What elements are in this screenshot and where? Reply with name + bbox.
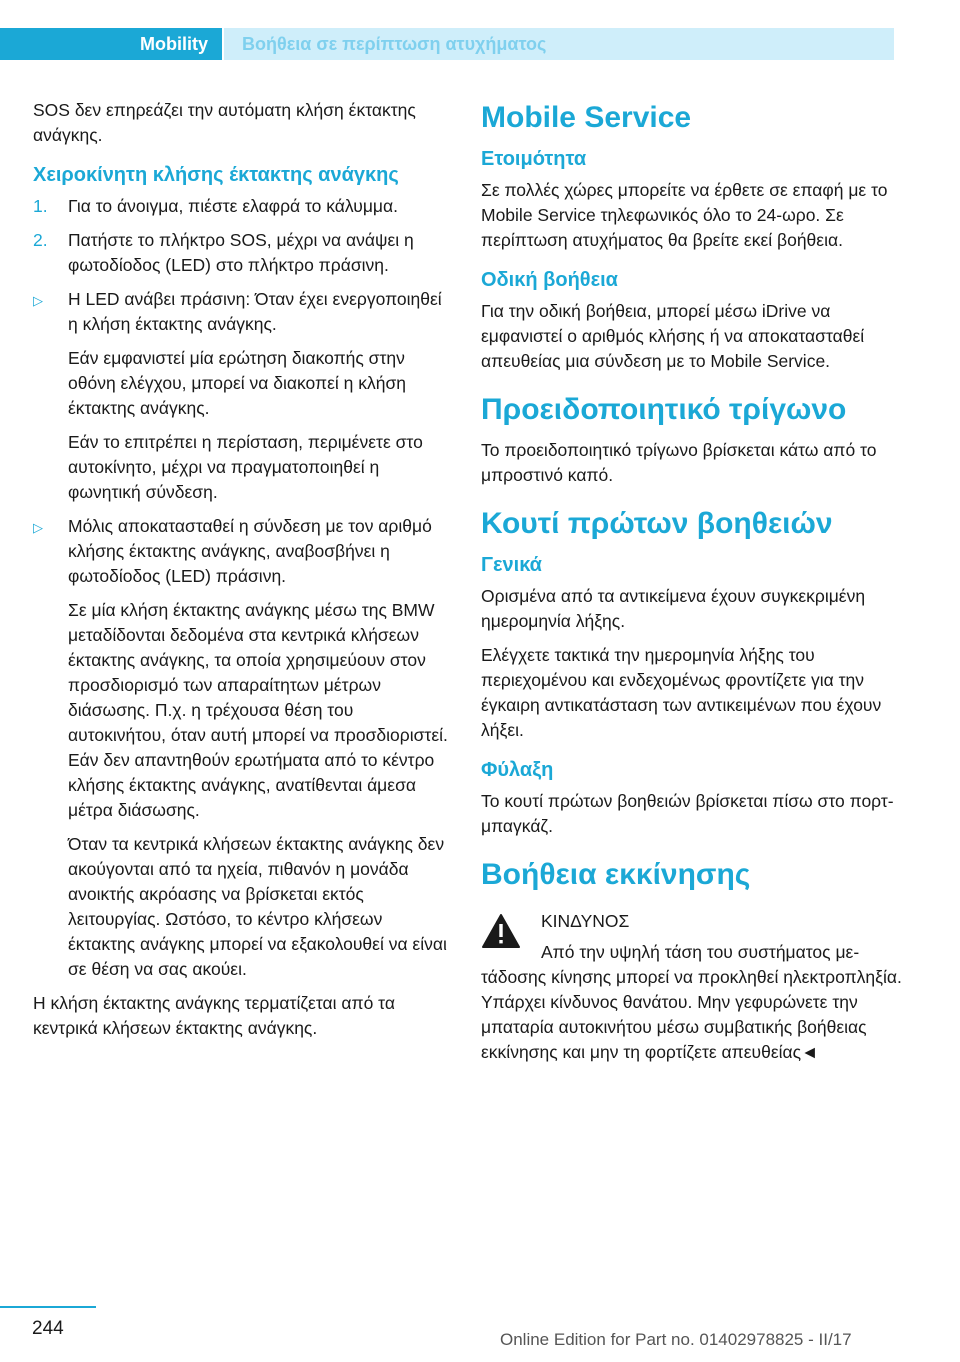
heading-warning-triangle: Προειδοποιητικό τρίγωνο (481, 393, 847, 426)
bullet-paragraph: Σε μία κλήση έκτακτης ανάγκης μέσω της BMW μεταδίδονται δεδομένα στα κεντρικά κλήσεων έκτακτης ανάγκης, τα οποία χρησιμεύουν στον προσδιορισμό των απαραίτητων μέτρων διάσωσης. Π.χ. η τρέχουσα θέση του αυτοκινήτου, όταν αυτή μπορεί να προσδιοριστεί. Εάν δεν απαντηθούν ερωτήματα από το κέντρο κλήσης έκτακτης ανάγκης, ανατίθενται άμεσα μέτρα διάσωσης. (68, 600, 448, 820)
edition-footer: Online Edition for Part no. 01402978825 - II/17 (500, 1330, 852, 1349)
subheading-storage: Φύλαξη (481, 759, 554, 781)
bullet-paragraph: Εάν εμφανιστεί μία ερώτηση διακοπής στην οθόνη ελέγχου, μπορεί να διακοπεί η κλήση έκτακτης ανάγκης. (68, 348, 407, 418)
heading-manual-emergency-call: Χειροκίνητη κλήσης έκτακτης ανάγκης (33, 164, 399, 186)
general-paragraph-2: Ελέγχετε τακτικά την ημερομηνία λήξης του περιεχομένου και ενδεχομένως φροντίζετε για την έγκαιρη αντικατάσταση των αντικειμένων που έχουν λήξει. (481, 645, 882, 740)
danger-label: ΚΙΝΔΥΝΟΣ (541, 911, 630, 931)
heading-first-aid-kit: Κουτί πρώτων βοηθειών (481, 507, 833, 540)
header-bar (0, 28, 894, 60)
closing-paragraph: Η κλήση έκτακτης ανάγκης τερματίζεται από τα κεντρικά κλήσεων έκτακτης ανάγκης. (33, 993, 395, 1038)
subheading-general: Γενικά (481, 554, 542, 576)
bullet-paragraph: Εάν το επιτρέπει η περίσταση, περιμένετε στο αυτοκίνητο, μέχρι να πραγματοποιηθεί η φωνητική σύνδεση. (68, 432, 423, 502)
step-text: Πατήστε το πλήκτρο SOS, μέχρι να ανάψει η φωτοδίοδος (LED) στο πλήκτρο πράσινη. (68, 230, 414, 275)
heading-jump-start: Βοήθεια εκκίνησης (481, 858, 751, 891)
step-text: Για το άνοιγμα, πιέστε ελαφρά το κάλυμμα. (68, 196, 398, 216)
bullet-led-flashing (33, 514, 451, 982)
heading-mobile-service: Mobile Service (481, 101, 692, 134)
intro-paragraph: SOS δεν επηρεάζει την αυτόματη κλήση έκτακτης ανάγκης. (33, 100, 416, 145)
general-paragraph-1: Ορισμένα από τα αντικείμενα έχουν συγκεκριμένη ημερομηνία λήξης. (481, 586, 866, 631)
triangle-bullet-icon: ▷ (33, 293, 43, 308)
subheading-roadside-assistance: Οδική βοήθεια (481, 269, 618, 291)
warning-triangle-paragraph: Το προειδοποιητικό τρίγωνο βρίσκεται κάτω από το μπροστινό καπό. (481, 440, 877, 485)
danger-text: Από την υψηλή τάση του συστήματος μετάδοσης κίνησης μπορεί να προκληθεί ηλεκτροπληξία. Υπάρχει κίνδυνος θανάτου. Μην γεφυρώνετε την μπαταρία αυτοκινήτου μέσω συμβατικής βοήθειας εκκίνησης και μην τη φορτίζετε απευθείας◄ (481, 942, 902, 1062)
step-1 (33, 194, 451, 219)
bullet-text: Μόλις αποκατασταθεί η σύνδεση με τον αριθμό κλήσης έκτακτης ανάγκης, αναβοσβήνει η φωτοδίοδος (LED) πράσινη. (68, 516, 432, 586)
bullet-text: Η LED ανάβει πράσινη: Όταν έχει ενεργοποιηθεί η κλήση έκτακτης ανάγκης. (68, 289, 442, 334)
step-number: 1. (33, 196, 48, 216)
warning-triangle-icon (481, 913, 521, 949)
danger-warning-box (481, 909, 909, 1065)
section-tab-accident-help: Βοήθεια σε περίπτωση ατυχήματος (224, 28, 894, 60)
page-number: 244 (32, 1318, 64, 1339)
chapter-tab-mobility: Mobility (0, 28, 222, 60)
footer-accent-line (0, 1306, 96, 1308)
right-column (481, 98, 909, 1074)
left-column (33, 98, 451, 1050)
step-number: 2. (33, 230, 48, 250)
readiness-paragraph: Σε πολλές χώρες μπορείτε να έρθετε σε επαφή με το Mobile Service τηλεφωνικός όλο το 24-ωρο. Σε περίπτωση ατυχήματος θα βρείτε εκεί βοήθεια. (481, 180, 888, 250)
step-2 (33, 228, 451, 278)
bullet-paragraph: Όταν τα κεντρικά κλήσεων έκτακτης ανάγκης δεν ακούγονται από τα ηχεία, πιθανόν η μονάδα ανοικτής ακρόασης να βρίσκεται εκτός λειτουργίας. Ωστόσο, το κέντρο κλήσεων έκτακτης ανάγκης μπορεί να εξακολουθεί να είναι σε θέση να σας ακούει. (68, 834, 447, 979)
bullet-led-green (33, 287, 451, 505)
roadside-paragraph: Για την οδική βοήθεια, μπορεί μέσω iDrive να εμφανιστεί ο αριθμός κλήσης ή να αποκατασταθεί απευθείας μια σύνδεση με το Mobile Service. (481, 301, 865, 371)
storage-paragraph: Το κουτί πρώτων βοηθειών βρίσκεται πίσω στο πορτ-μπαγκάζ. (481, 791, 894, 836)
subheading-readiness: Ετοιμότητα (481, 148, 587, 170)
triangle-bullet-icon: ▷ (33, 520, 43, 535)
